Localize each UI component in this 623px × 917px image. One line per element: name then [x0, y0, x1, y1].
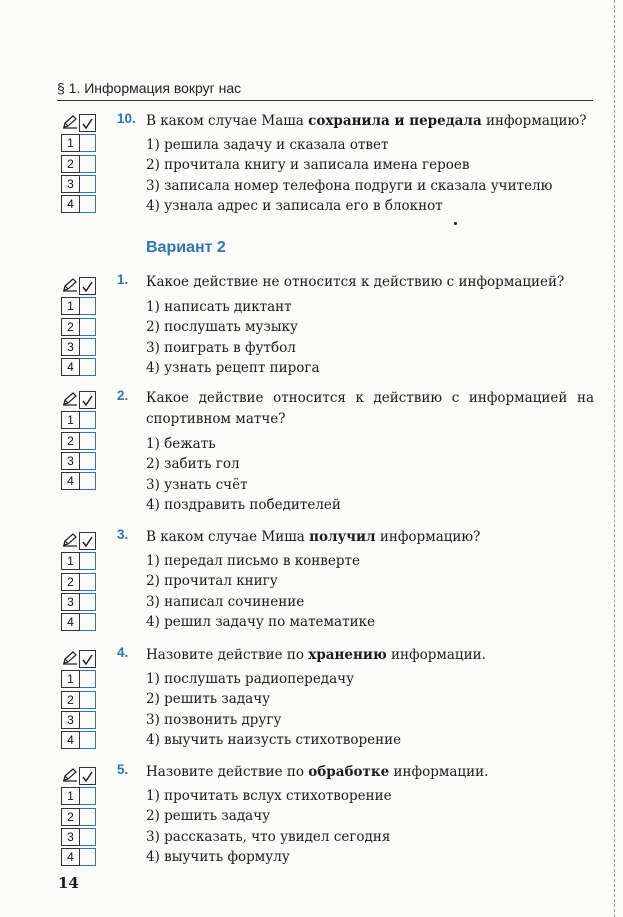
answer-option: 1) написать диктант	[146, 299, 292, 315]
answer-checkbox[interactable]	[80, 691, 96, 709]
pencil-cell	[61, 532, 78, 548]
answer-checkbox-column	[61, 114, 99, 215]
answer-checkbox[interactable]	[80, 175, 96, 193]
answer-number-label: 3	[61, 593, 80, 611]
answer-options	[146, 551, 375, 632]
answer-checkbox[interactable]	[80, 787, 96, 805]
answer-option: 4) узнала адрес и записала его в блокнот	[146, 197, 443, 214]
answer-number-label: 3	[61, 452, 80, 470]
answer-option: 4) выучить наизусть стихотворение	[146, 731, 402, 748]
answer-number-label: 4	[61, 195, 80, 213]
checkmark-icon	[81, 394, 94, 407]
self-check-box[interactable]	[79, 650, 96, 668]
answer-option: 2) решить задачу	[146, 691, 271, 708]
pencil-icon	[62, 651, 78, 665]
question-text-fragment: информацию?	[481, 113, 587, 129]
pencil-icon	[62, 278, 78, 292]
checkmark-icon	[81, 535, 94, 548]
answer-checkbox[interactable]	[80, 297, 96, 315]
answer-option: 1) прочитать вслух стихотворение	[146, 788, 392, 804]
question-number: 10.	[117, 111, 136, 126]
answer-option: 1) передал письмо в конверте	[146, 553, 360, 569]
question-text-fragment: информации.	[386, 647, 486, 663]
answer-number-label: 4	[61, 472, 80, 490]
question-number: 4.	[117, 645, 129, 660]
answer-checkbox[interactable]	[80, 358, 96, 376]
page-number: 14	[58, 874, 79, 892]
pencil-cell	[61, 114, 78, 130]
answer-option: 2) прочитал книгу	[146, 573, 278, 590]
header-divider	[57, 100, 593, 101]
answer-checkbox[interactable]	[80, 808, 96, 826]
answer-checkbox-column	[61, 277, 99, 378]
question-text	[146, 111, 594, 132]
answer-number-label: 2	[61, 808, 80, 826]
answer-checkbox[interactable]	[80, 552, 96, 570]
pencil-cell	[61, 767, 78, 783]
answer-number-label: 3	[61, 338, 80, 356]
answer-option: 3) позвонить другу	[146, 711, 282, 728]
answer-checkbox[interactable]	[80, 411, 96, 429]
answer-checkbox[interactable]	[80, 711, 96, 729]
question-text-fragment: Какое действие не относится к действию с информацией?	[146, 274, 565, 290]
checkmark-icon	[81, 117, 94, 130]
answer-options	[146, 434, 341, 515]
self-check-box[interactable]	[79, 277, 96, 295]
self-check-box[interactable]	[79, 532, 96, 550]
answer-checkbox[interactable]	[80, 573, 96, 591]
answer-options	[146, 135, 552, 216]
self-check-box[interactable]	[79, 114, 96, 132]
answer-option: 3) узнать счёт	[146, 476, 248, 493]
answer-option: 2) забить гол	[146, 456, 240, 473]
answer-option: 4) выучить формулу	[146, 848, 290, 865]
answer-checkbox-column	[61, 767, 99, 868]
answer-number-label: 1	[61, 134, 80, 152]
answer-checkbox[interactable]	[80, 613, 96, 631]
question-text-fragment: информации.	[389, 764, 489, 780]
answer-checkbox[interactable]	[80, 452, 96, 470]
answer-number-label: 3	[61, 711, 80, 729]
variant-title: Вариант 2	[146, 239, 226, 256]
answer-number-label: 1	[61, 670, 80, 688]
question-number: 2.	[117, 388, 129, 403]
pencil-icon	[62, 768, 78, 782]
answer-option: 4) узнать рецепт пирога	[146, 359, 320, 376]
print-speck	[454, 222, 457, 225]
answer-number-label: 4	[61, 848, 80, 866]
answer-number-label: 2	[61, 691, 80, 709]
question-text-fragment: Назовите действие по	[146, 647, 309, 663]
question-text-fragment: В каком случае Маша	[146, 113, 309, 129]
answer-options	[146, 297, 320, 378]
answer-checkbox-column	[61, 650, 99, 751]
question-text	[146, 272, 594, 293]
answer-option: 2) послушать музыку	[146, 319, 298, 336]
question-keyword: хранению	[308, 647, 387, 663]
answer-number-label: 3	[61, 828, 80, 846]
self-check-box[interactable]	[79, 391, 96, 409]
question-text-fragment: В каком случае Миша	[146, 529, 310, 545]
pencil-icon	[62, 533, 78, 547]
pencil-icon	[62, 115, 78, 129]
answer-number-label: 4	[61, 613, 80, 631]
answer-number-label: 1	[61, 552, 80, 570]
question-text-fragment: Какое действие относится к действию с информацией на спортивном матче?	[146, 390, 594, 427]
answer-checkbox[interactable]	[80, 828, 96, 846]
answer-number-label: 1	[61, 411, 80, 429]
checkmark-icon	[81, 770, 94, 783]
answer-checkbox[interactable]	[80, 472, 96, 490]
answer-checkbox[interactable]	[80, 155, 96, 173]
pencil-icon	[62, 392, 78, 406]
question-text	[146, 645, 594, 666]
answer-option: 1) решила задачу и сказала ответ	[146, 137, 389, 153]
pencil-cell	[61, 650, 78, 666]
answer-option: 1) послушать радиопередачу	[146, 671, 355, 687]
answer-checkbox[interactable]	[80, 731, 96, 749]
page-edge-dashed	[614, 0, 615, 917]
answer-checkbox-column	[61, 391, 99, 492]
answer-number-label: 4	[61, 731, 80, 749]
question-text	[146, 527, 594, 548]
question-number: 3.	[117, 527, 129, 542]
answer-option: 3) записала номер телефона подруги и сказала учителю	[146, 177, 553, 194]
answer-option: 2) решить задачу	[146, 808, 271, 825]
question-keyword: получил	[309, 529, 376, 545]
answer-number-label: 2	[61, 432, 80, 450]
answer-option: 3) рассказать, что увидел сегодня	[146, 828, 391, 845]
answer-option: 3) поиграть в футбол	[146, 339, 296, 356]
checkmark-icon	[81, 653, 94, 666]
answer-number-label: 2	[61, 573, 80, 591]
question-text	[146, 388, 594, 430]
answer-number-label: 3	[61, 175, 80, 193]
question-text-fragment: информацию?	[375, 529, 481, 545]
question-text	[146, 762, 594, 783]
pencil-cell	[61, 277, 78, 293]
answer-checkbox[interactable]	[80, 432, 96, 450]
answer-option: 4) решил задачу по математике	[146, 613, 375, 630]
answer-checkbox[interactable]	[80, 134, 96, 152]
answer-number-label: 1	[61, 787, 80, 805]
checkmark-icon	[81, 280, 94, 293]
pencil-cell	[61, 391, 78, 407]
answer-checkbox[interactable]	[80, 848, 96, 866]
answer-number-label: 2	[61, 155, 80, 173]
answer-number-label: 2	[61, 318, 80, 336]
question-keyword: сохранила и передала	[308, 113, 482, 129]
answer-option: 1) бежать	[146, 436, 216, 452]
answer-options	[146, 669, 401, 750]
answer-number-label: 1	[61, 297, 80, 315]
answer-option: 4) поздравить победителей	[146, 496, 341, 513]
answer-checkbox[interactable]	[80, 318, 96, 336]
question-keyword: обработке	[308, 764, 390, 780]
answer-checkbox-column	[61, 532, 99, 633]
section-header: § 1. Информация вокруг нас	[57, 80, 242, 96]
self-check-box[interactable]	[79, 767, 96, 785]
question-number: 5.	[117, 762, 129, 777]
answer-options	[146, 786, 392, 867]
question-number: 1.	[117, 272, 129, 287]
question-text-fragment: Назовите действие по	[146, 764, 309, 780]
answer-option: 3) написал сочинение	[146, 593, 305, 610]
answer-checkbox[interactable]	[80, 593, 96, 611]
answer-number-label: 4	[61, 358, 80, 376]
answer-checkbox[interactable]	[80, 195, 96, 213]
answer-checkbox[interactable]	[80, 338, 96, 356]
answer-option: 2) прочитала книгу и записала имена героев	[146, 157, 470, 174]
answer-checkbox[interactable]	[80, 670, 96, 688]
